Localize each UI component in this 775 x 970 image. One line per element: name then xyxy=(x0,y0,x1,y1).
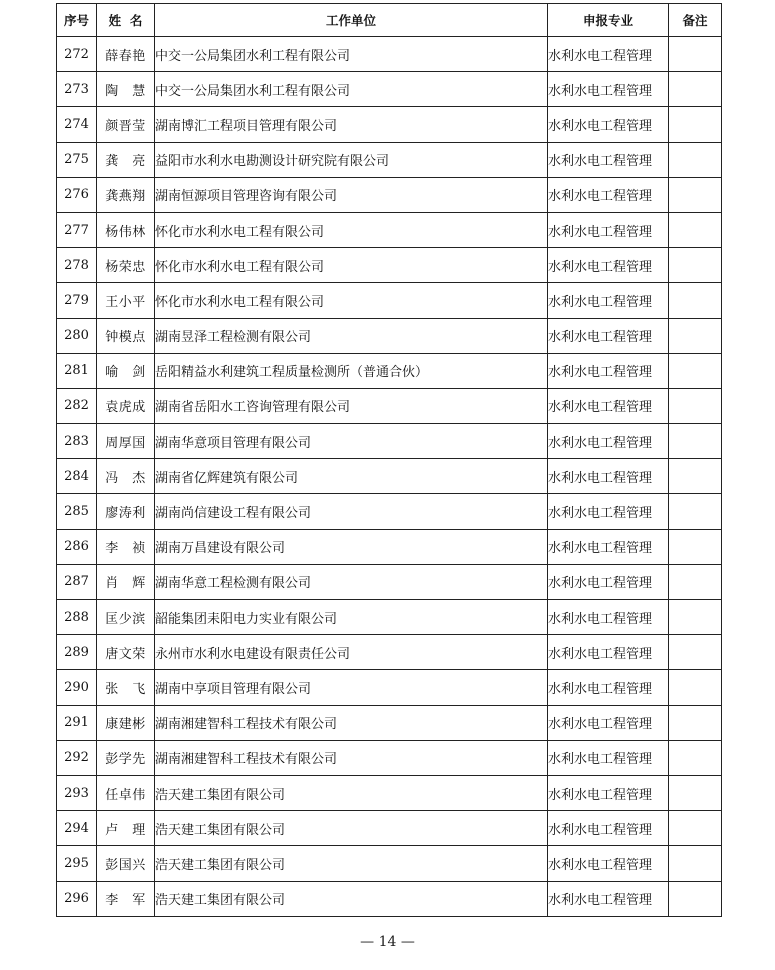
table-row xyxy=(57,142,722,177)
work-unit-cell: 湖南湘建智科工程技术有限公司 xyxy=(155,740,548,775)
work-unit-cell: 益阳市水利水电勘测设计研究院有限公司 xyxy=(155,142,548,177)
applicant-name-cell: 薛春艳 xyxy=(97,37,155,72)
remarks-cell xyxy=(669,494,722,529)
work-unit-cell: 怀化市水利水电工程有限公司 xyxy=(155,248,548,283)
work-unit-cell: 湖南尚信建设工程有限公司 xyxy=(155,494,548,529)
applicant-name-cell: 李 祯 xyxy=(97,529,155,564)
serial-number-cell: 290 xyxy=(57,670,97,705)
serial-number-cell: 295 xyxy=(57,846,97,881)
header-name: 姓 名 xyxy=(97,4,155,37)
work-unit-cell: 湖南恒源项目管理咨询有限公司 xyxy=(155,177,548,212)
serial-number-cell: 277 xyxy=(57,212,97,247)
declared-major-cell: 水利水电工程管理 xyxy=(548,72,669,107)
applicant-name-cell: 匡少滨 xyxy=(97,600,155,635)
declared-major-cell: 水利水电工程管理 xyxy=(548,142,669,177)
table-row xyxy=(57,37,722,72)
work-unit-cell: 浩天建工集团有限公司 xyxy=(155,881,548,916)
serial-number-cell: 293 xyxy=(57,775,97,810)
applicant-name-cell: 周厚国 xyxy=(97,424,155,459)
applicant-name-cell: 喻 剑 xyxy=(97,353,155,388)
remarks-cell xyxy=(669,740,722,775)
serial-number-cell: 273 xyxy=(57,72,97,107)
declared-major-cell: 水利水电工程管理 xyxy=(548,248,669,283)
applicant-name-cell: 钟模点 xyxy=(97,318,155,353)
remarks-cell xyxy=(669,353,722,388)
declared-major-cell: 水利水电工程管理 xyxy=(548,424,669,459)
declared-major-cell: 水利水电工程管理 xyxy=(548,670,669,705)
serial-number-cell: 282 xyxy=(57,388,97,423)
remarks-cell xyxy=(669,846,722,881)
remarks-cell xyxy=(669,283,722,318)
table-row xyxy=(57,670,722,705)
remarks-cell xyxy=(669,424,722,459)
table-row xyxy=(57,283,722,318)
work-unit-cell: 湖南博汇工程项目管理有限公司 xyxy=(155,107,548,142)
declared-major-cell: 水利水电工程管理 xyxy=(548,881,669,916)
remarks-cell xyxy=(669,318,722,353)
table-row xyxy=(57,529,722,564)
remarks-cell xyxy=(669,881,722,916)
table-row xyxy=(57,353,722,388)
work-unit-cell: 浩天建工集团有限公司 xyxy=(155,775,548,810)
declared-major-cell: 水利水电工程管理 xyxy=(548,37,669,72)
declared-major-cell: 水利水电工程管理 xyxy=(548,177,669,212)
serial-number-cell: 276 xyxy=(57,177,97,212)
table-row xyxy=(57,248,722,283)
table-row xyxy=(57,388,722,423)
remarks-cell xyxy=(669,459,722,494)
remarks-cell xyxy=(669,529,722,564)
declared-major-cell: 水利水电工程管理 xyxy=(548,107,669,142)
serial-number-cell: 294 xyxy=(57,811,97,846)
header-remarks: 备注 xyxy=(669,4,722,37)
applicant-name-cell: 龚 亮 xyxy=(97,142,155,177)
table-row xyxy=(57,318,722,353)
applicant-name-cell: 袁虎成 xyxy=(97,388,155,423)
work-unit-cell: 湖南昱泽工程检测有限公司 xyxy=(155,318,548,353)
serial-number-cell: 289 xyxy=(57,635,97,670)
applicant-name-cell: 龚燕翔 xyxy=(97,177,155,212)
serial-number-cell: 281 xyxy=(57,353,97,388)
work-unit-cell: 湖南省岳阳水工咨询管理有限公司 xyxy=(155,388,548,423)
declared-major-cell: 水利水电工程管理 xyxy=(548,600,669,635)
declared-major-cell: 水利水电工程管理 xyxy=(548,635,669,670)
work-unit-cell: 浩天建工集团有限公司 xyxy=(155,846,548,881)
declared-major-cell: 水利水电工程管理 xyxy=(548,283,669,318)
applicant-name-cell: 廖涛利 xyxy=(97,494,155,529)
remarks-cell xyxy=(669,564,722,599)
header-work-unit: 工作单位 xyxy=(155,4,548,37)
work-unit-cell: 湖南华意项目管理有限公司 xyxy=(155,424,548,459)
declared-major-cell: 水利水电工程管理 xyxy=(548,775,669,810)
remarks-cell xyxy=(669,811,722,846)
declared-major-cell: 水利水电工程管理 xyxy=(548,846,669,881)
table-row xyxy=(57,600,722,635)
work-unit-cell: 湖南万昌建设有限公司 xyxy=(155,529,548,564)
serial-number-cell: 287 xyxy=(57,564,97,599)
applicant-name-cell: 张 飞 xyxy=(97,670,155,705)
declared-major-cell: 水利水电工程管理 xyxy=(548,459,669,494)
declared-major-cell: 水利水电工程管理 xyxy=(548,740,669,775)
remarks-cell xyxy=(669,600,722,635)
table-row xyxy=(57,775,722,810)
applicant-name-cell: 唐文荣 xyxy=(97,635,155,670)
work-unit-cell: 怀化市水利水电工程有限公司 xyxy=(155,283,548,318)
work-unit-cell: 韶能集团耒阳电力实业有限公司 xyxy=(155,600,548,635)
table-row xyxy=(57,705,722,740)
table-row xyxy=(57,846,722,881)
remarks-cell xyxy=(669,635,722,670)
declared-major-cell: 水利水电工程管理 xyxy=(548,388,669,423)
serial-number-cell: 286 xyxy=(57,529,97,564)
serial-number-cell: 272 xyxy=(57,37,97,72)
serial-number-cell: 275 xyxy=(57,142,97,177)
work-unit-cell: 永州市水利水电建设有限责任公司 xyxy=(155,635,548,670)
serial-number-cell: 280 xyxy=(57,318,97,353)
serial-number-cell: 274 xyxy=(57,107,97,142)
serial-number-cell: 279 xyxy=(57,283,97,318)
table-row xyxy=(57,424,722,459)
declared-major-cell: 水利水电工程管理 xyxy=(548,494,669,529)
applicant-name-cell: 王小平 xyxy=(97,283,155,318)
applicant-name-cell: 颜晋莹 xyxy=(97,107,155,142)
remarks-cell xyxy=(669,72,722,107)
work-unit-cell: 中交一公局集团水利工程有限公司 xyxy=(155,37,548,72)
serial-number-cell: 278 xyxy=(57,248,97,283)
table-row xyxy=(57,177,722,212)
work-unit-cell: 浩天建工集团有限公司 xyxy=(155,811,548,846)
header-declared-major: 申报专业 xyxy=(548,4,669,37)
serial-number-cell: 291 xyxy=(57,705,97,740)
work-unit-cell: 湖南中享项目管理有限公司 xyxy=(155,670,548,705)
work-unit-cell: 怀化市水利水电工程有限公司 xyxy=(155,212,548,247)
serial-number-cell: 283 xyxy=(57,424,97,459)
table-row xyxy=(57,564,722,599)
remarks-cell xyxy=(669,388,722,423)
table-body xyxy=(57,37,722,917)
remarks-cell xyxy=(669,705,722,740)
applicant-table xyxy=(56,3,722,917)
serial-number-cell: 288 xyxy=(57,600,97,635)
table-row xyxy=(57,107,722,142)
applicant-name-cell: 卢 理 xyxy=(97,811,155,846)
work-unit-cell: 湖南湘建智科工程技术有限公司 xyxy=(155,705,548,740)
header-serial-number: 序号 xyxy=(57,4,97,37)
table-row xyxy=(57,459,722,494)
applicant-name-cell: 杨伟林 xyxy=(97,212,155,247)
declared-major-cell: 水利水电工程管理 xyxy=(548,318,669,353)
table-header xyxy=(57,4,722,37)
table-row xyxy=(57,635,722,670)
table-row xyxy=(57,881,722,916)
remarks-cell xyxy=(669,775,722,810)
declared-major-cell: 水利水电工程管理 xyxy=(548,705,669,740)
table-row xyxy=(57,212,722,247)
remarks-cell xyxy=(669,212,722,247)
applicant-name-cell: 冯 杰 xyxy=(97,459,155,494)
declared-major-cell: 水利水电工程管理 xyxy=(548,353,669,388)
remarks-cell xyxy=(669,670,722,705)
table-row xyxy=(57,740,722,775)
header-row xyxy=(57,4,722,37)
applicant-name-cell: 康建彬 xyxy=(97,705,155,740)
serial-number-cell: 284 xyxy=(57,459,97,494)
table-row xyxy=(57,494,722,529)
applicant-name-cell: 杨荣忠 xyxy=(97,248,155,283)
work-unit-cell: 湖南省亿辉建筑有限公司 xyxy=(155,459,548,494)
work-unit-cell: 中交一公局集团水利工程有限公司 xyxy=(155,72,548,107)
declared-major-cell: 水利水电工程管理 xyxy=(548,212,669,247)
page-number: — 14 — xyxy=(360,934,415,950)
serial-number-cell: 296 xyxy=(57,881,97,916)
applicant-name-cell: 陶 慧 xyxy=(97,72,155,107)
remarks-cell xyxy=(669,177,722,212)
declared-major-cell: 水利水电工程管理 xyxy=(548,811,669,846)
applicant-name-cell: 彭国兴 xyxy=(97,846,155,881)
serial-number-cell: 292 xyxy=(57,740,97,775)
work-unit-cell: 湖南华意工程检测有限公司 xyxy=(155,564,548,599)
remarks-cell xyxy=(669,107,722,142)
applicant-name-cell: 彭学先 xyxy=(97,740,155,775)
applicant-name-cell: 李 军 xyxy=(97,881,155,916)
remarks-cell xyxy=(669,248,722,283)
remarks-cell xyxy=(669,37,722,72)
work-unit-cell: 岳阳精益水利建筑工程质量检测所（普通合伙） xyxy=(155,353,548,388)
applicant-name-cell: 任卓伟 xyxy=(97,775,155,810)
table-row xyxy=(57,811,722,846)
serial-number-cell: 285 xyxy=(57,494,97,529)
declared-major-cell: 水利水电工程管理 xyxy=(548,529,669,564)
declared-major-cell: 水利水电工程管理 xyxy=(548,564,669,599)
remarks-cell xyxy=(669,142,722,177)
applicant-name-cell: 肖 辉 xyxy=(97,564,155,599)
table-row xyxy=(57,72,722,107)
